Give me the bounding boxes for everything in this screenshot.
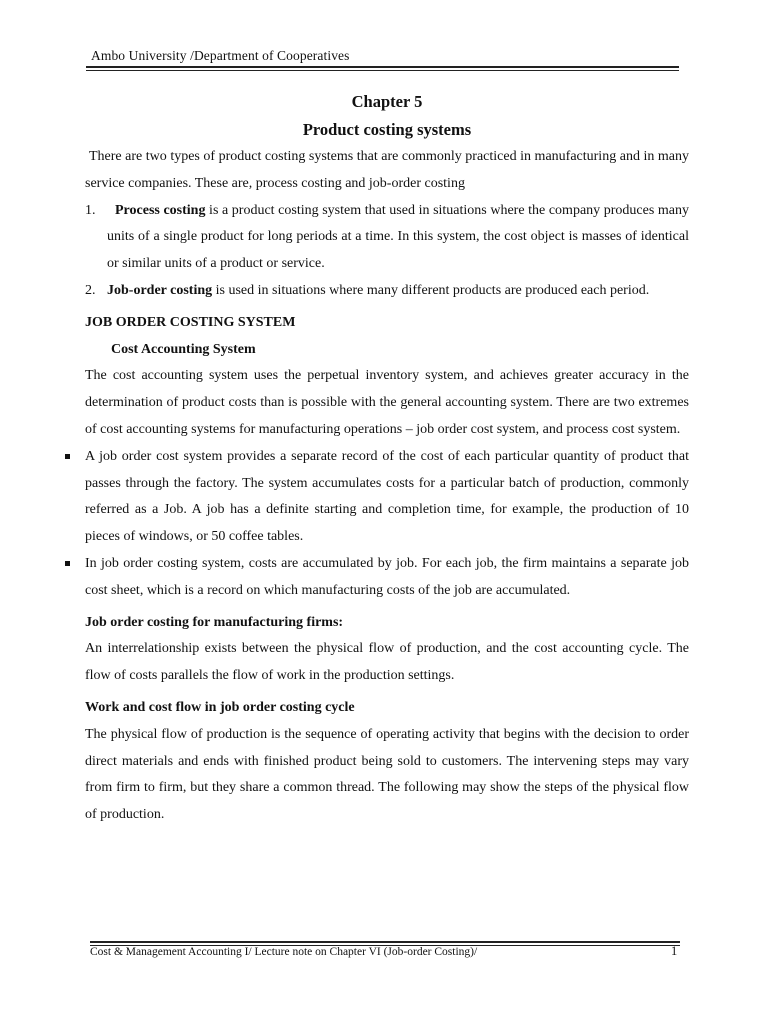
document-body xyxy=(85,88,689,829)
manufacturing-paragraph: An interrelationship exists between the physical flow of production, and the cost accounting cycle. The flow of costs parallels the flow of work in the production settings. xyxy=(85,641,689,684)
page-number: 1 xyxy=(671,944,678,958)
bullet-square-icon xyxy=(65,561,70,566)
subheading-cost-accounting: Cost Accounting System xyxy=(111,341,256,357)
page-footer-text: Cost & Management Accounting I/ Lecture note on Chapter VI (Job-order Costing)/ xyxy=(90,946,478,958)
list-text: is used in situations where many different products are produced each period. xyxy=(212,282,650,298)
cost-accounting-paragraph: The cost accounting system uses the perpetual inventory system, and achieves greater accuracy in the determination of product costs than is possible with the general accounting system. There are two extremes of cost accounting systems for manufacturing operations – job order cost system, and process cost system. xyxy=(85,368,689,437)
chapter-subtitle: Product costing systems xyxy=(302,120,472,139)
page-header-text: Ambo University /Department of Cooperatives xyxy=(91,48,350,63)
footer-rule xyxy=(90,941,680,943)
header-rule-thin xyxy=(86,70,679,71)
section-heading-manufacturing: Job order costing for manufacturing firms: xyxy=(85,614,344,630)
list-item xyxy=(85,198,689,278)
work-cost-flow-paragraph: The physical flow of production is the sequence of operating activity that begins with the decision to order direct materials and ends with finished product being sold to customers. The intervening steps may vary from firm to firm, but they share a common thread. The following may show the steps of the physical flow of production. xyxy=(85,726,689,823)
list-number: 1. xyxy=(85,202,96,218)
list-item xyxy=(85,278,689,305)
section-heading-work-cost-flow: Work and cost flow in job order costing cycle xyxy=(85,699,355,715)
intro-paragraph: There are two types of product costing systems that are commonly practiced in manufacturing and in many service companies. These are, process costing and job-order costing xyxy=(85,149,689,191)
list-term: Job-order costing xyxy=(107,282,213,298)
bullet-text: In job order costing system, costs are accumulated by job. For each job, the firm maintains a separate job cost sheet, which is a record on which manufacturing costs of the job are accumulated. xyxy=(85,555,689,598)
list-text: is a product costing system that used in situations where the company produces many units of a single product for long periods at a time. In this system, the cost object is masses of identical or similar units of a product or service. xyxy=(107,202,690,272)
list-term: Process costing xyxy=(115,202,206,218)
bullet-square-icon xyxy=(65,454,70,459)
bullet-text: A job order cost system provides a separate record of the cost of each particular quantity of product that passes through the factory. The system accumulates costs for a particular batch of production, commonly referred as a Job. A job has a definite starting and completion time, for example, the production of 10 pieces of windows, or 50 coffee tables. xyxy=(85,448,689,545)
list-number: 2. xyxy=(85,282,96,298)
list-item xyxy=(85,444,689,551)
section-heading-job-order: JOB ORDER COSTING SYSTEM xyxy=(85,314,296,330)
header-rule xyxy=(86,66,679,68)
chapter-title: Chapter 5 xyxy=(351,92,423,111)
list-item xyxy=(85,551,689,605)
